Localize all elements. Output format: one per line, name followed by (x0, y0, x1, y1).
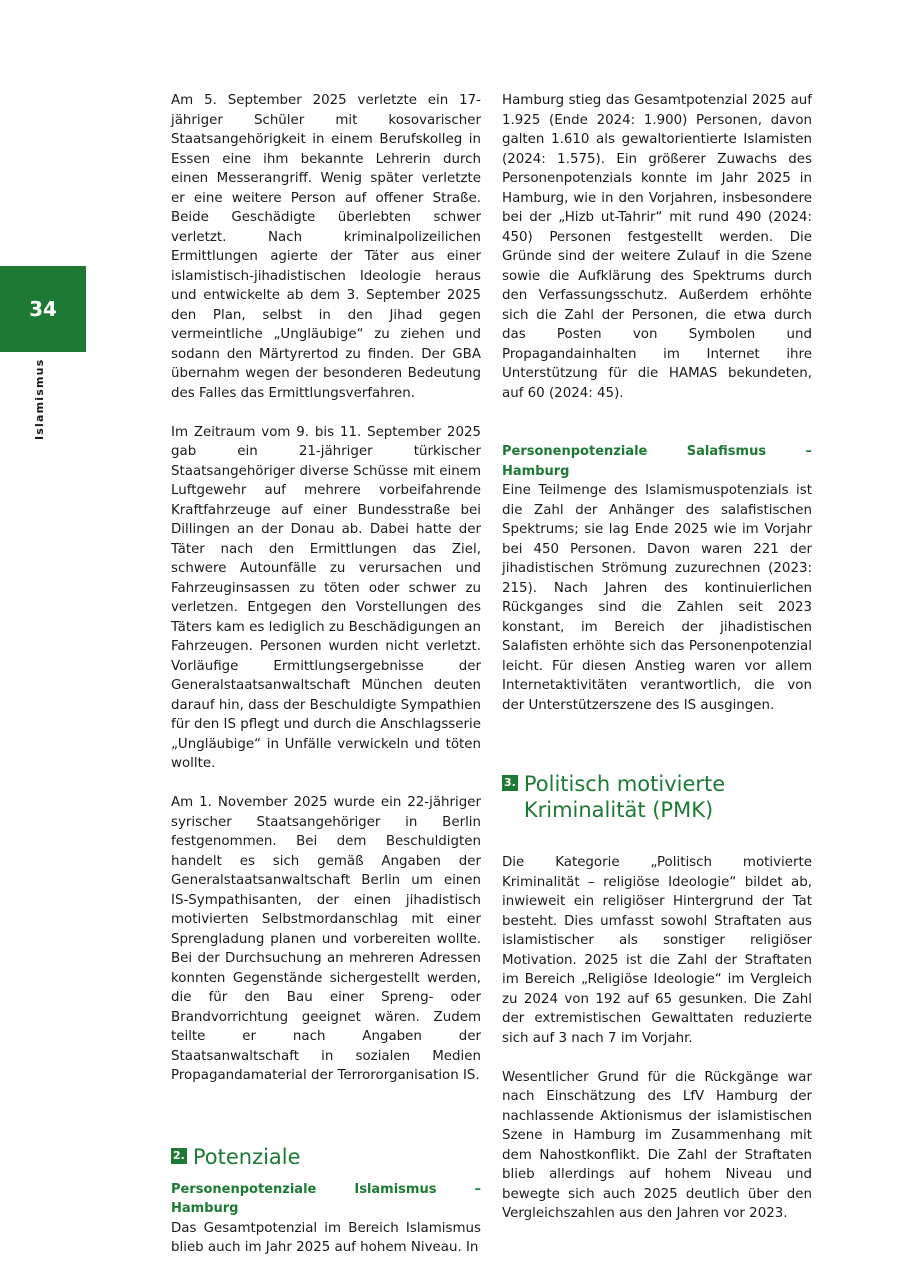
paragraph-hamburg-potenzial: Hamburg stieg das Gesamtpotenzial 2025 auf 1.925 (Ende 2024: 1.900) Personen, davon galten 1.610 als gewaltorientierte Islamisten (2024: 1.575). Ein größerer Zuwachs des Personenpotenzials konnte im Jahr 2025 in Hamburg, wie in den Vorjahren, insbesondere bei der „Hizb ut-Tahrir“ mit rund 490 (2024: 450) Personen festgestellt werden. Die Gründe sind der weitere Zulauf in die Szene sowie die Aufklärung des Spektrums durch den Verfassungsschutz. Außerdem erhöhte sich die Zahl der Personen, die etwa durch das Posten von Symbolen und Propagandainhalten im Internet ihre Unterstützung für die HAMAS bekundeten, auf 60 (2024: 45). (502, 93, 812, 401)
section-number-badge: 2. (173, 1148, 185, 1162)
left-column (171, 91, 481, 1258)
paragraph-salafismus: Eine Teilmenge des Islamismuspotenzials ist die Zahl der Anhänger des salafistischen Spektrums; sie lag Ende 2025 wie im Vorjahr bei 450 Personen. Davon waren 221 der jihadistischen Strömung zuzurechnen (2023: 215). Nach Jahren des kontinuierlichen Rückganges sind die Zahlen seit 2023 konstant, im Bereich der jihadistischen Salafisten erhöhte sich das Personenpotenzial leicht. Für diesen Anstieg waren vor allem Internetaktivitäten verantwortlich, die von der Unterstützerszene des IS ausgingen. (502, 483, 812, 713)
subheading-salafismus-hamburg: Personenpotenziale Salafismus – Hamburg (502, 444, 812, 479)
subheading-islamismus-hamburg: Personenpotenziale Islamismus – Hamburg (171, 1181, 481, 1216)
section-heading-potenziale (171, 1144, 481, 1170)
section-label (33, 358, 53, 448)
paragraph-rueckgaenge: Wesentlicher Grund für die Rückgänge war nach Einschätzung des LfV Hamburg der nachlassende Aktionismus der islamistischen Szene in Hamburg im Zusammenhang mit dem Nahostkonflikt. Die Zahl der Straftaten blieb allerdings auf hohem Niveau und bewegte sich auch 2025 deutlich über den Vergleichszahlen aus den Jahren vor 2023. (502, 1069, 812, 1221)
right-column (502, 91, 812, 1224)
paragraph-pmk-definition: Die Kategorie „Politisch motivierte Kriminalität – religiöse Ideologie“ bildet ab, inwieweit ein religiöser Hintergrund der Tat besteht. Dies umfasst sowohl Straftaten aus islamistischer als sonstiger religiöser Motivation. 2025 ist die Zahl der Straftaten im Bereich „Religiöse Ideologie“ im Vergleich zu 2024 von 192 auf 65 gesunken. Die Zahl der extremistischen Gewalttaten reduzierte sich auf 3 nach 7 im Vorjahr. (502, 855, 812, 1046)
page-number-tab (0, 266, 86, 352)
section-label-text: Islamismus (33, 358, 46, 440)
paragraph-essen-attack: Am 5. September 2025 verletzte ein 17-jähriger Schüler mit kosovarischer Staatsangehörigkeit in einem Berufskolleg in Essen eine ihm bekannte Lehrerin durch einen Messerangriff. Wenig später verletzte er eine weitere Person auf offener Straße. Beide Geschädigte überlebten schwer verletzt. Nach kriminalpolizeilichen Ermittlungen agierte der Täter aus einer islamistisch-jihadistischen Ideologie heraus und entwickelte ab dem 3. September 2025 den Plan, selbst in den Jihad gegen vermeintliche „Ungläubige“ zu ziehen und sodann den Märtyrertod zu finden. Der GBA übernahm wegen der besonderen Bedeutung des Falles das Ermittlungsverfahren. (171, 93, 481, 401)
paragraph-gesamtpotenzial: Das Gesamtpotenzial im Bereich Islamismus blieb auch im Jahr 2025 auf hohem Niveau. In (171, 1220, 481, 1255)
section-heading-text: Politisch motivierte Kriminalität (PMK) (523, 772, 726, 822)
paragraph-dillingen-shots: Im Zeitraum vom 9. bis 11. September 2025 gab ein 21-jähriger türkischer Staatsangehöriger diverse Schüsse mit einem Luftgewehr auf mehrere vorbeifahrende Kraftfahrzeuge auf einer Bundesstraße bei Dillingen an der Donau ab. Dabei hatte der Täter nach den Ermittlungen das Ziel, schwere Autounfälle zu verursachen und Fahrzeuginsassen zu töten oder schwer zu verletzen. Entgegen den Vorstellungen des Täters kam es lediglich zu Beschädigungen an Fahrzeugen. Personen wurden nicht verletzt. Vorläufige Ermittlungsergebnisse der Generalstaatsanwaltschaft München deuten darauf hin, dass der Beschuldigte Sympathien für den IS pflegt und durch die Anschlagsserie „Ungläubige“ in Unfälle verwickeln und töten wollte. (171, 424, 481, 771)
page-number: 34 (29, 297, 57, 321)
section-number-badge: 3. (504, 776, 516, 789)
section-heading-pmk (502, 771, 812, 823)
section-heading-text: Potenziale (192, 1144, 301, 1169)
paragraph-berlin-arrest: Am 1. November 2025 wurde ein 22-jähriger syrischer Staatsangehöriger in Berlin festgenommen. Bei dem Beschuldigten handelt es sich gemäß Angaben der Generalstaatsanwaltschaft Berlin um einen IS-Sympathisanten, der einen jihadistisch motivierten Selbstmordanschlag mit einer Sprengladung planen und vorbereiten wollte. Bei der Durchsuchung an mehreren Adressen konnten Gegenstände sichergestellt werden, die für den Bau einer Spreng- oder Brandvorrichtung geeignet wären. Zudem teilte er nach Angaben der Staatsanwaltschaft in sozialen Medien Propagandamaterial der Terrororganisation IS. (171, 795, 481, 1083)
